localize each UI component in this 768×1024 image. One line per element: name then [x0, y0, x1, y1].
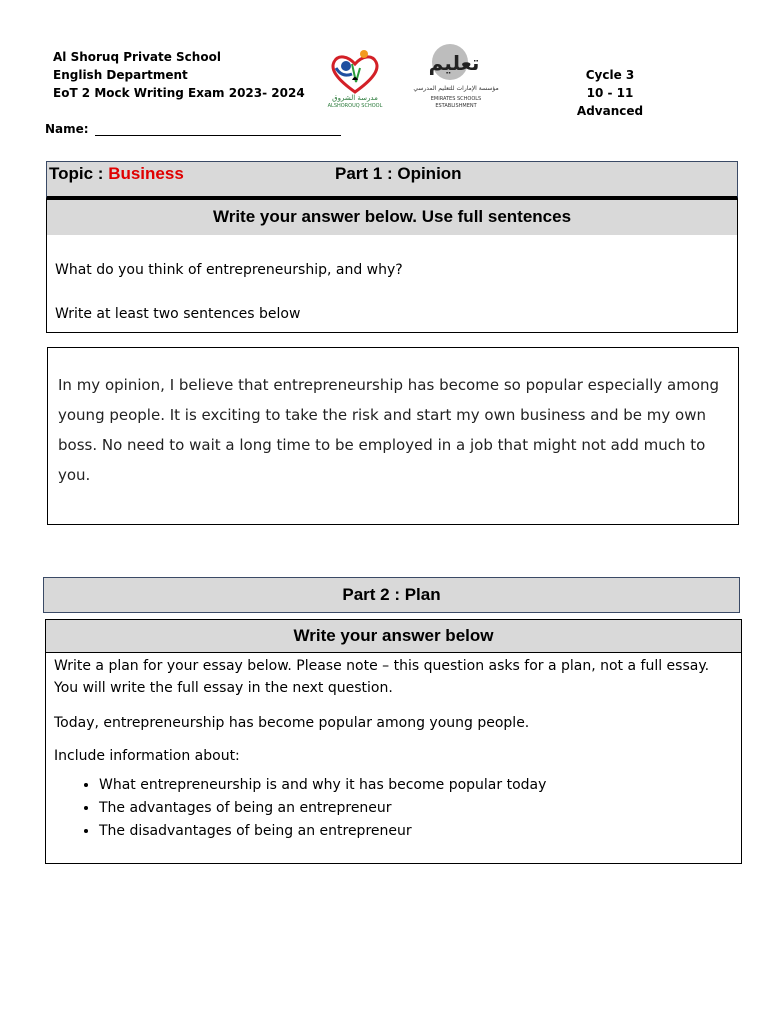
part2-paragraph-2: Today, entrepreneurship has become popular among young people.	[54, 715, 530, 731]
cycle-info	[555, 66, 665, 120]
part1-question: What do you think of entrepreneurship, and why?	[55, 262, 403, 278]
part1-header-bar	[46, 161, 738, 199]
part1-answer-text: In my opinion, I believe that entrepreneurship has become so popular especially among young people. It is exciting to take the risk and start my own business and be my own boss. No need to wait a long time to be employed in a job that might not add much to you.	[58, 376, 720, 484]
part2-bullet-list	[54, 774, 546, 843]
svg-text:EMIRATES SCHOOLS: EMIRATES SCHOOLS	[430, 96, 482, 102]
name-label: Name:	[45, 122, 89, 136]
school-name: Al Shoruq Private School	[53, 50, 221, 64]
level-label: 10 - 11 Advanced	[576, 86, 644, 118]
svg-text:مدرسة الشروق: مدرسة الشروق	[332, 94, 378, 102]
department-name: English Department	[53, 68, 188, 82]
part2-instruction-header: Write your answer below	[45, 619, 742, 653]
part2-question-box	[45, 652, 742, 864]
part1-question-box	[46, 235, 738, 333]
emirates-schools-logo	[413, 40, 499, 110]
list-item: • The advantages of being an entrepreneur	[99, 797, 546, 820]
school-header	[53, 48, 305, 102]
list-item: • The disadvantages of being an entrepreneur	[99, 820, 546, 843]
part1-answer-box[interactable]	[47, 347, 739, 525]
topic-heading	[49, 164, 184, 184]
name-field[interactable]	[45, 122, 341, 136]
svg-text:تعليم: تعليم	[428, 51, 480, 75]
part2-paragraph-3: Include information about:	[54, 748, 240, 764]
topic-label: Topic :	[49, 164, 109, 183]
part2-title: Part 2 : Plan	[43, 577, 740, 613]
svg-text:ALSHOROUQ SCHOOL: ALSHOROUQ SCHOOL	[327, 103, 383, 109]
part1-title: Part 1 : Opinion	[335, 164, 462, 183]
part1-instruction-header: Write your answer below. Use full sentences	[46, 199, 738, 236]
alshoroq-school-logo	[322, 44, 388, 110]
name-blank-line[interactable]	[95, 123, 341, 136]
svg-text:ESTABLISHMENT: ESTABLISHMENT	[435, 103, 477, 109]
part1-sub-instruction: Write at least two sentences below	[55, 306, 301, 322]
cycle-label: Cycle 3	[585, 68, 635, 82]
exam-title: EoT 2 Mock Writing Exam 2023- 2024	[53, 86, 305, 100]
svg-text:مؤسسة الإمارات للتعليم المدرسي: مؤسسة الإمارات للتعليم المدرسي	[413, 85, 499, 92]
part2-paragraph-1: Write a plan for your essay below. Please note – this question asks for a plan, not a full essay. You will write the full essay in the next question.	[54, 658, 710, 696]
topic-value: Business	[108, 164, 184, 183]
list-item: • What entrepreneurship is and why it has become popular today	[99, 774, 546, 797]
